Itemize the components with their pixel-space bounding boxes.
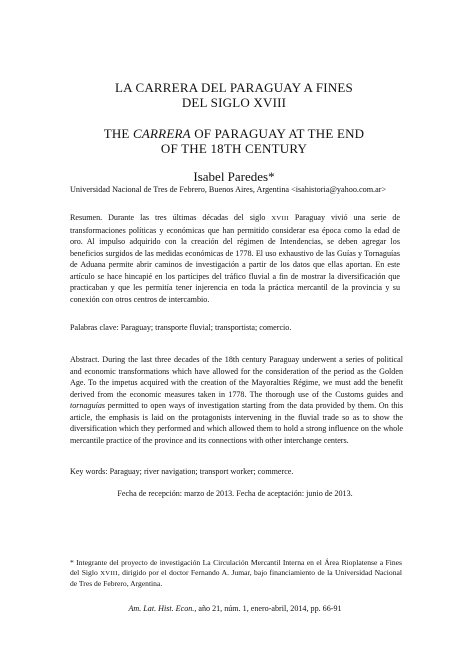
author-affiliation: Universidad Nacional de Tres de Febrero, Buenos Aires, Argentina <isahistoria@yahoo.com.ar> xyxy=(70,185,387,194)
keywords-english: Key words: Paraguay; river navigation; transport worker; commerce. xyxy=(70,467,294,476)
abstract-paragraph xyxy=(70,354,403,446)
resumen-paragraph xyxy=(70,212,400,305)
resumen-text-a: Resumen. Durante las tres últimas décadas del siglo xyxy=(70,213,272,222)
title-english-italic-word: CARRERA xyxy=(133,126,191,141)
title-english-line-2: OF THE 18TH CENTURY xyxy=(160,141,308,156)
submission-dates: Fecha de recepción: marzo de 2013. Fecha de aceptación: junio de 2013. xyxy=(117,489,353,498)
title-spanish xyxy=(40,80,428,110)
footnote-century: XVIII xyxy=(100,570,118,577)
abstract-italic-word: tornaguías xyxy=(70,401,106,410)
title-spanish-line-1: LA CARRERA DEL PARAGUAY A FINES xyxy=(115,80,353,95)
keywords-spanish: Palabras clave: Paraguay; transporte fluvial; transportista; comercio. xyxy=(70,323,292,332)
resumen-text-b: Paraguay vivió una serie de transformaciones políticas y económicas que han permitido considerar esa época como la edad de oro. Al impulso adquirido con la creación del régimen de Intendencias, se deben agregar los beneficios surgidos de las medidas económicas de 1778. El uso exhaustivo de las Guías y Tornaguías de Aduana permite abrir caminos de investigación a partir de los datos que ellas aportan. En este artículo se hace hincapié en los partícipes del tráfico fluvial a fin de mostrar la diversificación que practicaban y que les permitía tener injerencia en toda la práctica mercantil de la provincia y su conexión con otros centros de intercambio. xyxy=(70,213,400,304)
title-spanish-line-2: DEL SIGLO XVIII xyxy=(181,95,287,110)
title-english-post: OF PARAGUAY AT THE END xyxy=(190,126,365,141)
footnote-text-b: , dirigido por el doctor Fernando A. Jumar, bajo financiamiento de la Universidad Nacional de Tres de Febrero, Argentina. xyxy=(70,568,402,588)
footnote xyxy=(70,558,402,589)
abstract-text-b: permitted to open ways of investigation starting from the data provided by them. On this article, the emphasis is laid on the protagonists intervening in the fluvial trade so as to show the diversification which they performed and which allowed them to hold a strong influence on the whole mercantile practice of the province and its connections with other interchange centers. xyxy=(70,401,403,445)
abstract-text-a: Abstract. During the last three decades of the 18th century Paraguay underwent a series of political and economic transformations which have allowed for the consideration of the period as the Golden Age. To the impetus acquired with the creation of the Mayoralties Régime, we must add the benefit derived from the economic measures taken in 1778. The thorough use of the Customs guides and xyxy=(70,355,403,399)
title-english xyxy=(40,126,428,156)
journal-details: , año 21, núm. 1, enero-abril, 2014, pp. 66-91 xyxy=(194,604,342,613)
author-name: Isabel Paredes* xyxy=(193,169,275,184)
footnote-text-a: * Integrante del proyecto de investigación La Circulación Mercantil Interna en el Área Rioplatense a Fines del Siglo xyxy=(70,558,402,577)
resumen-century: XVIII xyxy=(271,215,289,222)
title-english-pre: THE xyxy=(103,126,134,141)
journal-citation xyxy=(70,603,400,614)
journal-name: Am. Lat. Hist. Econ. xyxy=(128,604,195,613)
title-english-line-1 xyxy=(40,126,428,141)
